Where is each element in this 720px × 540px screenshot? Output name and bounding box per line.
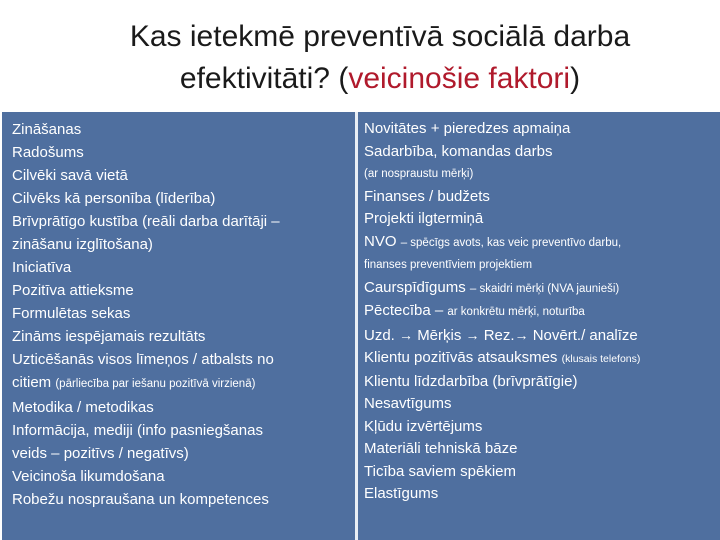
list-item: Radošums bbox=[12, 144, 84, 161]
list-item: Informācija, mediji (info pasniegšanas bbox=[12, 422, 263, 439]
slide-title bbox=[60, 16, 700, 100]
list-item: Veicinoša likumdošana bbox=[12, 468, 165, 485]
list-item: Uzticēšanās visos līmeņos / atbalsts no bbox=[12, 351, 274, 368]
list-item: Cilvēki savā vietā bbox=[12, 167, 128, 184]
list-item: Elastīgums bbox=[364, 485, 439, 502]
pectečiba-label: Pēctecība – bbox=[364, 302, 444, 319]
list-item: Robežu nospraušana un kompetences bbox=[12, 491, 269, 508]
list-item bbox=[364, 300, 714, 324]
nvo-note: – spēcīgs avots, kas veic preventīvo darbu, bbox=[400, 236, 622, 249]
list-item: Finanses / budžets bbox=[364, 187, 490, 205]
title-line-1: Kas ietekmē preventīvā sociālā darba bbox=[129, 20, 631, 53]
list-item: Formulētas sekas bbox=[12, 305, 131, 322]
list-item bbox=[12, 371, 348, 396]
caurspidigums-label: Caurspīdīgums bbox=[364, 278, 466, 296]
list-item: Iniciatīva bbox=[12, 259, 72, 276]
list-item: Kļūdu izvērtējums bbox=[364, 417, 483, 435]
list-item bbox=[364, 347, 714, 371]
lidzdarbiba-label: Klientu līdzdarbība bbox=[364, 372, 489, 390]
list-item: finanses preventīviem projektiem bbox=[364, 259, 533, 271]
atsauksmes-label: Klientu pozitīvās atsauksmes bbox=[364, 349, 558, 366]
citiem-note: (pārliecība par iešanu pozitīvā virzienā) bbox=[55, 378, 256, 390]
arrow-right-icon: → bbox=[399, 326, 414, 343]
list-item: Brīvprātīgo kustība (reāli darba darītāji – bbox=[12, 213, 280, 230]
left-panel bbox=[2, 112, 356, 540]
caurspidigums-note: – skaidri mērķi (NVA jaunieši) bbox=[469, 282, 620, 295]
title-main: efektivitāti? ( bbox=[179, 62, 349, 95]
right-panel bbox=[358, 112, 720, 540]
list-item bbox=[364, 371, 714, 394]
list-item: Nesavtīgums bbox=[364, 395, 452, 412]
list-item: Metodika / metodikas bbox=[12, 399, 154, 416]
list-item: Cilvēks kā personība (līderība) bbox=[12, 190, 216, 207]
list-item: Sadarbība, komandas darbs bbox=[364, 142, 553, 160]
left-list bbox=[12, 118, 348, 511]
list-item: Zināms iespējamais rezultāts bbox=[12, 328, 206, 345]
step-uzd: Uzd. bbox=[364, 326, 395, 344]
citiem-main: citiem bbox=[12, 374, 52, 391]
step-novert: Novērt./ analīze bbox=[532, 326, 638, 344]
list-item: veids – pozitīvs / negatīvs) bbox=[12, 445, 189, 462]
lidzdarbiba-note: (brīvprātīgie) bbox=[492, 372, 578, 390]
list-item: (ar nospraustu mērķi) bbox=[364, 168, 474, 180]
atsauksmes-note: (klusais telefons) bbox=[561, 353, 641, 365]
list-item: zināšanu izglītošana) bbox=[12, 236, 153, 253]
pectečiba-note: ar konkrētu mērķi, noturība bbox=[447, 306, 585, 318]
step-merkis: Mērķis bbox=[417, 326, 462, 344]
arrow-right-icon: → bbox=[514, 326, 529, 343]
list-item: Ticība saviem spēkiem bbox=[364, 462, 516, 480]
list-item: Projekti ilgtermiņā bbox=[364, 210, 484, 227]
list-item bbox=[364, 231, 714, 255]
list-item: Materiāli tehniskā bāze bbox=[364, 440, 518, 457]
title-line-2 bbox=[60, 58, 700, 100]
list-item: Novitātes + pieredzes apmaiņa bbox=[364, 120, 571, 137]
title-highlight: veicinošie faktori bbox=[348, 62, 571, 95]
list-item bbox=[364, 277, 714, 301]
nvo-label: NVO bbox=[364, 232, 397, 250]
list-item: Zināšanas bbox=[12, 121, 82, 138]
arrow-right-icon: → bbox=[465, 326, 480, 343]
list-item bbox=[364, 324, 714, 348]
right-list bbox=[364, 118, 714, 506]
title-end: ) bbox=[570, 62, 581, 95]
step-rez: Rez. bbox=[483, 326, 515, 344]
list-item: Pozitīva attieksme bbox=[12, 282, 134, 299]
